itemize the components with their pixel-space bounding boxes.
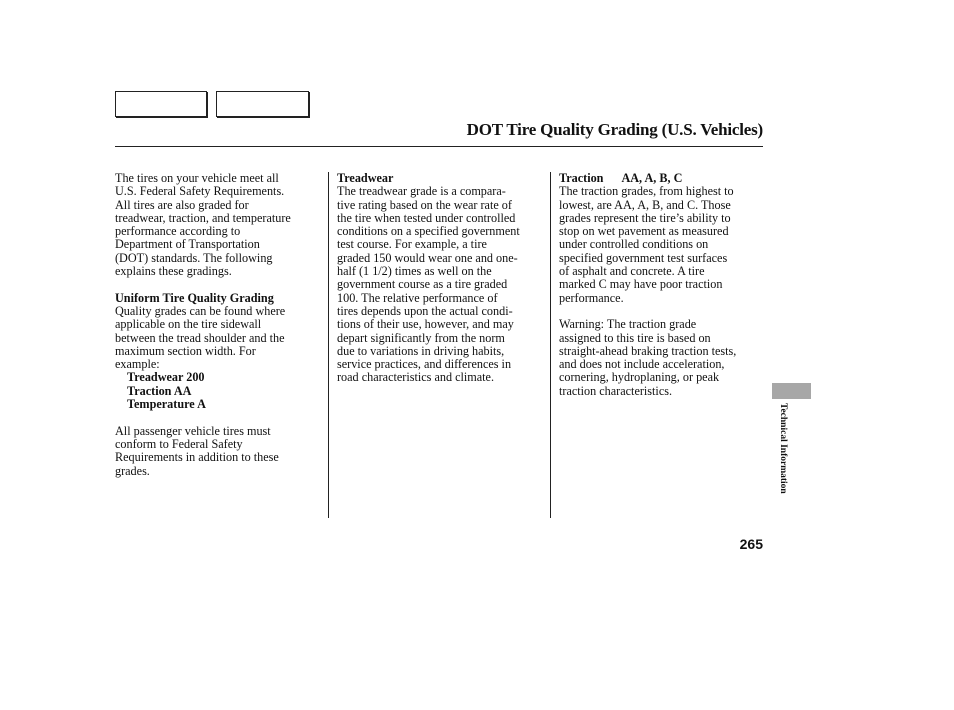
text-line: Warning: The traction grade	[559, 317, 697, 332]
section-tab-label: Technical Information	[778, 403, 788, 494]
text-line: and does not include acceleration,	[559, 357, 725, 372]
column-divider	[328, 172, 329, 518]
text-line: All tires are also graded for	[115, 197, 249, 212]
column-1	[115, 172, 320, 478]
text-line: lowest, are AA, A, B, and C. Those	[559, 197, 731, 212]
column-divider	[550, 172, 551, 518]
uniform-grading-heading: Uniform Tire Quality Grading	[115, 290, 274, 305]
text-line: treadwear, traction, and temperature	[115, 210, 291, 225]
section-tab-marker	[772, 383, 811, 399]
text-line: assigned to this tire is based on	[559, 330, 711, 345]
text-line: marked C may have poor traction	[559, 277, 723, 292]
example-traction: Traction AA	[127, 383, 192, 398]
text-line: grades represent the tire’s ability to	[559, 210, 731, 225]
text-line: government course as a tire graded	[337, 277, 508, 292]
text-line: tions of their use, however, and may	[337, 317, 514, 332]
text-line: The traction grades, from highest to	[559, 184, 734, 199]
text-line: traction characteristics.	[559, 383, 673, 398]
text-line: 100. The relative performance of	[337, 290, 498, 305]
page-number: 265	[739, 536, 763, 552]
page-title: DOT Tire Quality Grading (U.S. Vehicles)	[466, 120, 763, 139]
treadwear-heading: Treadwear	[337, 171, 394, 185]
column-2	[337, 172, 542, 385]
text-line: U.S. Federal Safety Requirements.	[115, 184, 285, 199]
previous-page-button[interactable]	[115, 91, 207, 117]
next-page-button[interactable]	[216, 91, 309, 117]
text-line: cornering, hydroplaning, or peak	[559, 370, 720, 385]
text-line: performance according to	[115, 224, 241, 239]
text-line: specified government test surfaces	[559, 250, 728, 265]
example-temperature: Temperature A	[127, 397, 206, 412]
text-line: road characteristics and climate.	[337, 370, 495, 385]
text-line: test course. For example, a tire	[337, 237, 487, 252]
column-3	[559, 172, 764, 398]
text-line: explains these gradings.	[115, 264, 232, 279]
text-line: Quality grades can be found where	[115, 303, 286, 318]
text-line: stop on wet pavement as measured	[559, 224, 729, 239]
text-line: The tires on your vehicle meet all	[115, 171, 279, 185]
text-line: depart significantly from the norm	[337, 330, 505, 345]
text-line: performance.	[559, 290, 624, 305]
text-line: tive rating based on the wear rate of	[337, 197, 512, 212]
title-divider	[115, 146, 763, 147]
text-line: service practices, and differences in	[337, 357, 512, 372]
text-line: due to variations in driving habits,	[337, 343, 505, 358]
example-treadwear: Treadwear 200	[127, 370, 205, 385]
text-line: Department of Transportation	[115, 237, 260, 252]
traction-heading: Traction	[559, 171, 604, 185]
text-line: maximum section width. For	[115, 343, 256, 358]
traction-heading-line	[559, 172, 764, 185]
text-line: straight-ahead braking traction tests,	[559, 343, 737, 358]
text-line: under controlled conditions on	[559, 237, 709, 252]
text-line: example:	[115, 357, 160, 372]
text-line: conform to Federal Safety	[115, 436, 243, 451]
text-line: the tire when tested under controlled	[337, 210, 516, 225]
text-line: applicable on the tire sidewall	[115, 317, 262, 332]
text-line: grades.	[115, 463, 150, 478]
text-line: Requirements in addition to these	[115, 450, 279, 465]
text-line: All passenger vehicle tires must	[115, 423, 271, 438]
text-line: conditions on a specified government	[337, 224, 520, 239]
text-line: The treadwear grade is a compara-	[337, 184, 506, 199]
text-line: half (1 1/2) times as well on the	[337, 264, 492, 279]
text-line: graded 150 would wear one and one-	[337, 250, 518, 265]
text-line: (DOT) standards. The following	[115, 250, 273, 265]
text-line: tires depends upon the actual condi-	[337, 303, 513, 318]
text-line: of asphalt and concrete. A tire	[559, 264, 705, 279]
text-line: between the tread shoulder and the	[115, 330, 285, 345]
traction-grades: AA, A, B, C	[621, 171, 683, 185]
